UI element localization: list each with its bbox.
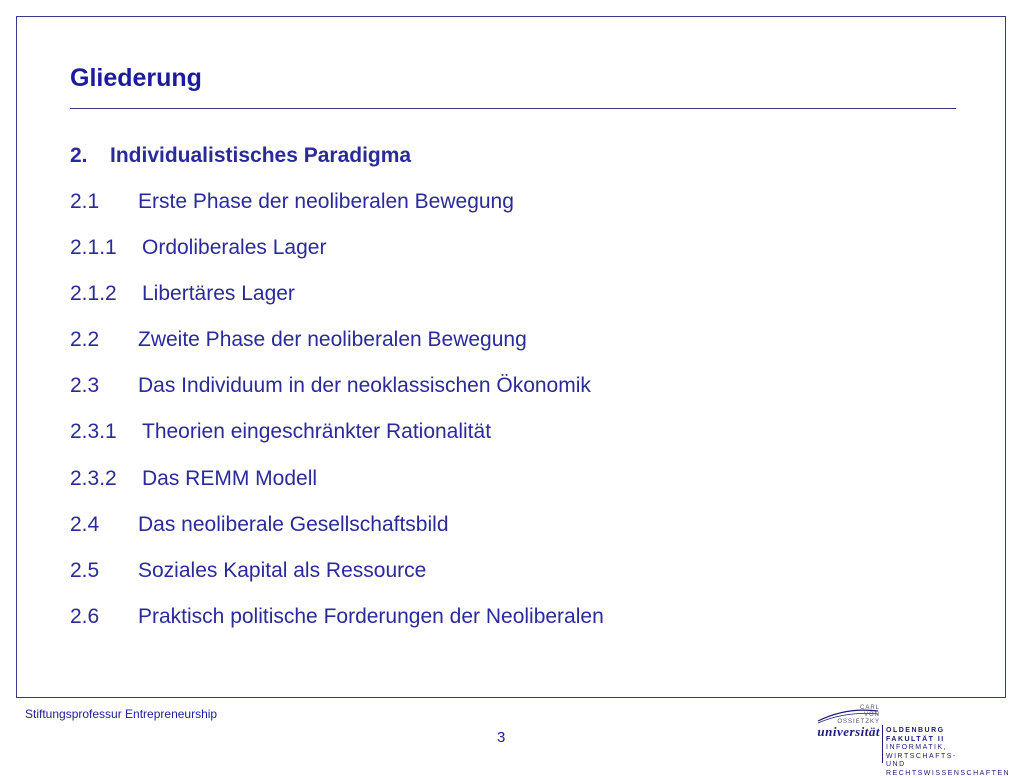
outline-item (70, 371, 604, 417)
outline-item-text: Das REMM Modell (142, 466, 318, 490)
title-divider (70, 108, 956, 109)
outline-item-text: Das Individuum in der neoklassischen Ökonomik (138, 374, 591, 398)
outline-item-text: Praktisch politische Forderungen der Neoliberalen (138, 604, 604, 628)
outline-item (70, 187, 604, 233)
outline-item (70, 464, 604, 510)
outline-item-number: 2.3 (70, 374, 100, 398)
outline-item-text: Ordoliberales Lager (142, 236, 327, 260)
outline-list (70, 187, 604, 648)
logo-von: VON (863, 712, 880, 718)
page-number: 3 (497, 729, 506, 746)
logo-universitaet: universität (817, 724, 880, 739)
logo-faculty: FAKULTÄT II (886, 735, 945, 743)
outline-item-number: 2.1.2 (70, 282, 117, 306)
outline-item-number: 2.1 (70, 190, 100, 213)
outline-item-number: 2.3.2 (70, 466, 117, 490)
section-heading (70, 144, 411, 168)
outline-item-number: 2.5 (70, 558, 100, 582)
outline-item-text: Zweite Phase der neoliberalen Bewegung (138, 328, 527, 352)
outline-item (70, 325, 604, 371)
footer-chair-name: Stiftungsprofessur Entrepreneurship (25, 707, 218, 721)
section-heading-number: 2. (70, 144, 88, 167)
slide-title: Gliederung (70, 64, 202, 92)
outline-item-text: Libertäres Lager (142, 282, 295, 306)
outline-item-number: 2.3.1 (70, 420, 117, 444)
logo-founder-name (816, 705, 880, 726)
outline-item-text: Das neoliberale Gesellschaftsbild (138, 512, 449, 536)
university-logo (816, 705, 1011, 777)
outline-item (70, 417, 604, 463)
logo-carl: CARL (859, 705, 880, 711)
outline-item-text: Erste Phase der neoliberalen Bewegung (138, 190, 514, 213)
logo-faculty-text (886, 727, 1010, 778)
logo-faculty-line4: UND RECHTSWISSENSCHAFTEN (886, 761, 1011, 777)
outline-item (70, 602, 604, 648)
outline-item-number: 2.1.1 (70, 236, 117, 260)
outline-item (70, 510, 604, 556)
outline-item-number: 2.4 (70, 512, 100, 536)
outline-item-number: 2.6 (70, 604, 100, 628)
section-heading-text: Individualistisches Paradigma (110, 144, 412, 167)
outline-item-number: 2.2 (70, 328, 100, 352)
logo-faculty-line3: INFORMATIK, WIRTSCHAFTS- (886, 744, 957, 760)
logo-oldenburg: OLDENBURG (886, 727, 945, 734)
logo-ossietzky: OSSIETZKY (837, 719, 880, 725)
outline-item-text: Soziales Kapital als Ressource (138, 558, 427, 582)
outline-item-text: Theorien eingeschränkter Rationalität (142, 420, 492, 444)
outline-item (70, 279, 604, 325)
logo-divider (882, 725, 883, 763)
outline-item (70, 233, 604, 279)
outline-item (70, 556, 604, 602)
